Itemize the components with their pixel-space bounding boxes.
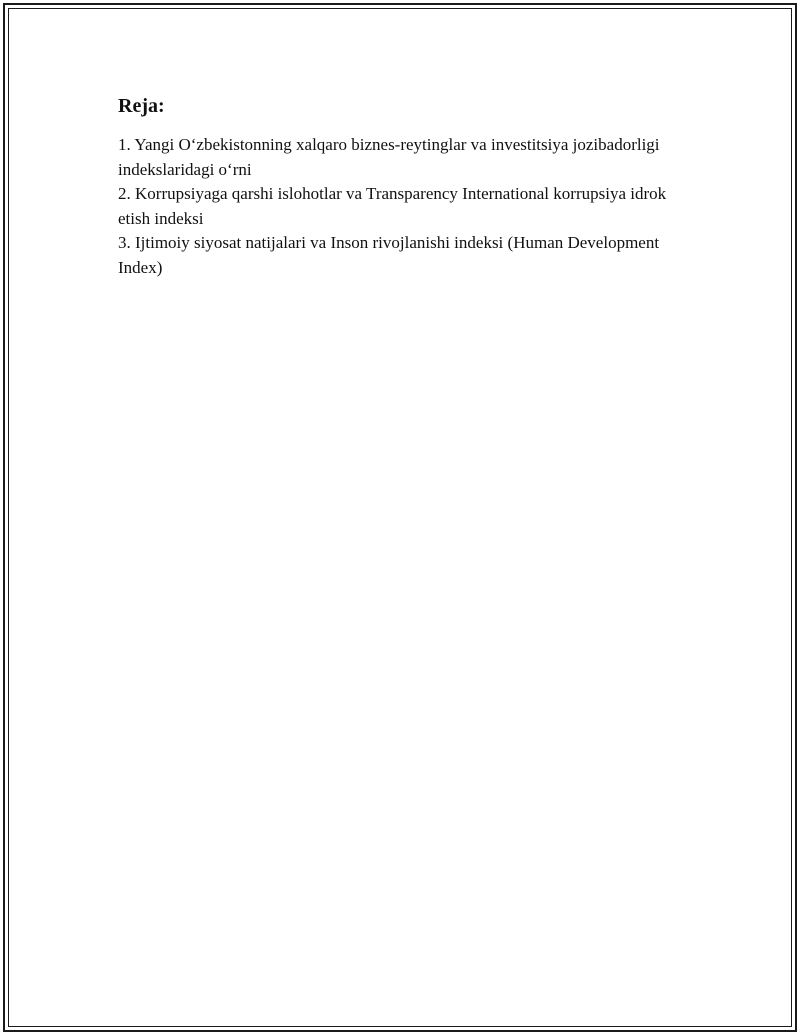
plan-item-1: 1. Yangi O‘zbekistonning xalqaro biznes-reytinglar va investitsiya jozibadorligi indekslaridagi o‘rni xyxy=(118,135,660,179)
plan-item-2: 2. Korrupsiyaga qarshi islohotlar va Transparency International korrupsiya idrok etish indeksi xyxy=(118,184,667,228)
plan-list xyxy=(118,133,678,280)
plan-item-3: 3. Ijtimoiy siyosat natijalari va Inson rivojlanishi indeksi (Human Development Index) xyxy=(118,233,660,277)
document-body xyxy=(118,93,678,280)
plan-heading: Reja: xyxy=(118,95,165,117)
